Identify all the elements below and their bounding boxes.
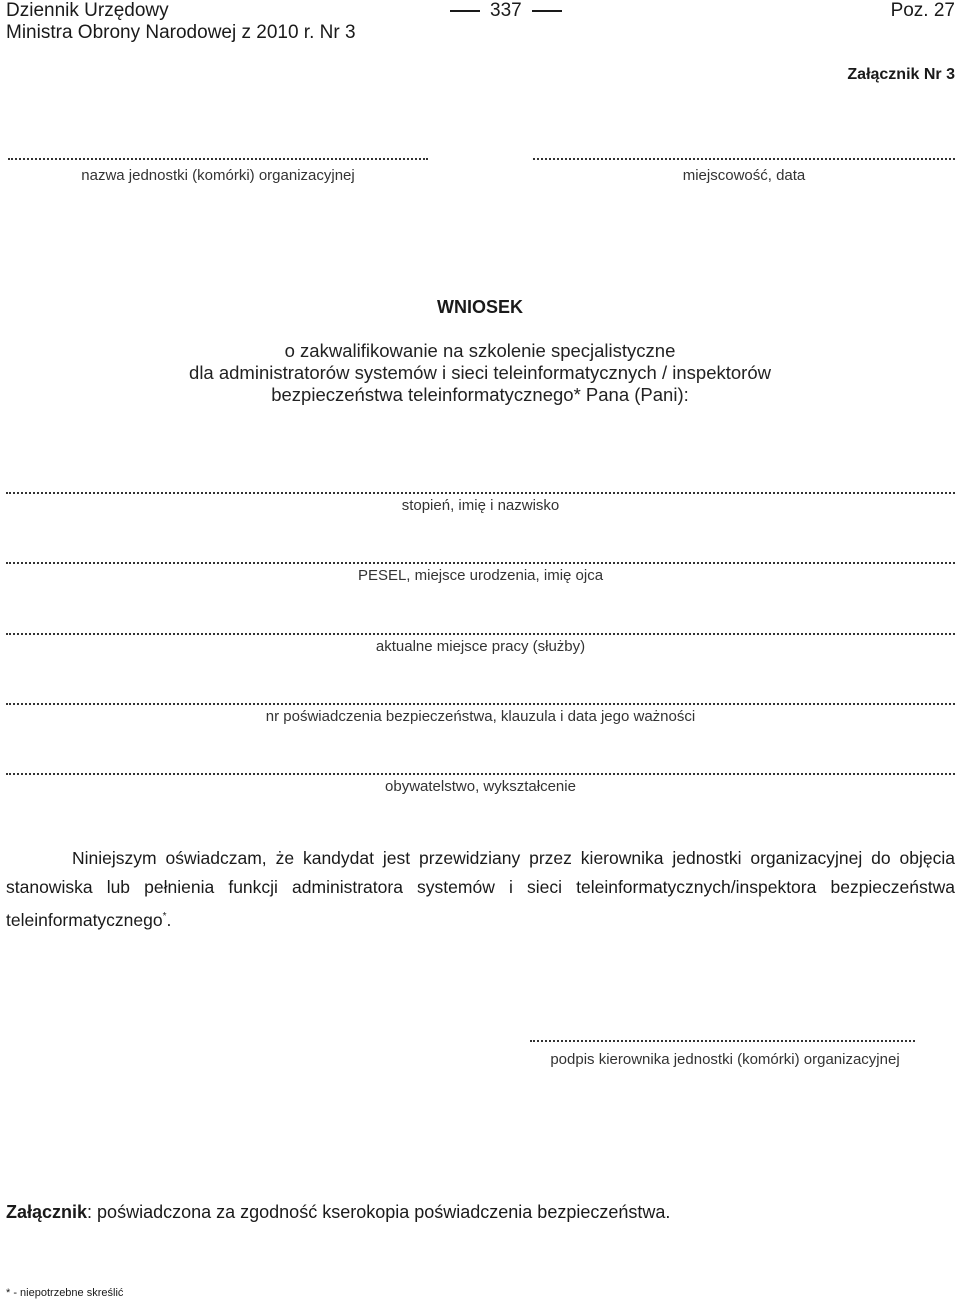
field-line-name[interactable] (6, 492, 955, 494)
dash-left (450, 10, 480, 12)
place-date-caption: miejscowość, data (682, 167, 806, 184)
unit-name-caption: nazwa jednostki (komórki) organizacyjnej (81, 167, 355, 184)
field-line-workplace[interactable] (6, 633, 955, 635)
page-number-block (440, 0, 572, 22)
declaration-footnote-mark: * (162, 911, 167, 922)
field-caption-pesel: PESEL, miejsce urodzenia, imię ojca (357, 567, 604, 584)
ministry-line: Ministra Obrony Narodowej z 2010 r. Nr 3 (6, 22, 356, 43)
position-number: Poz. 27 (890, 0, 955, 21)
field-caption-clearance: nr poświadczenia bezpieczeństwa, klauzula i data jego ważności (265, 708, 696, 725)
field-line-pesel[interactable] (6, 562, 955, 564)
enclosure-note (6, 1202, 670, 1223)
field-caption-workplace: aktualne miejsce pracy (służby) (375, 638, 586, 655)
field-line-clearance[interactable] (6, 703, 955, 705)
place-date-line[interactable] (533, 158, 955, 160)
declaration-text: Niniejszym oświadczam, że kandydat jest przewidziany przez kierownika jednostki organizacyjnej do objęcia stanowiska lub pełnienia funkcji administratora systemów i sieci teleinformatycznych/inspektora bezpieczeństwa teleinformatycznego (6, 848, 955, 930)
unit-name-line[interactable] (8, 158, 428, 160)
field-caption-name: stopień, imię i nazwisko (401, 497, 560, 514)
dash-right (532, 10, 562, 12)
declaration-end: . (166, 909, 172, 930)
title-line-2: dla administratorów systemów i sieci teleinformatycznych / inspektorów (189, 362, 771, 383)
enclosure-label: Załącznik (6, 1202, 88, 1222)
declaration-paragraph (6, 844, 955, 935)
document-title: WNIOSEK (436, 297, 523, 317)
title-line-3: bezpieczeństwa teleinformatycznego* Pana (Pani): (271, 384, 689, 405)
attachment-label: Załącznik Nr 3 (847, 66, 955, 83)
footnote: * - niepotrzebne skreślić (6, 1287, 124, 1299)
journal-name: Dziennik Urzędowy (6, 0, 169, 21)
field-caption-citizenship: obywatelstwo, wykształcenie (385, 778, 576, 795)
signature-line[interactable] (530, 1040, 915, 1042)
page-number: 337 (490, 0, 522, 21)
field-line-citizenship[interactable] (6, 773, 955, 775)
title-line-1: o zakwalifikowanie na szkolenie specjalistyczne (284, 340, 676, 361)
signature-caption: podpis kierownika jednostki (komórki) organizacyjnej (550, 1051, 900, 1068)
enclosure-text: : poświadczona za zgodność kserokopia poświadczenia bezpieczeństwa. (87, 1202, 671, 1222)
